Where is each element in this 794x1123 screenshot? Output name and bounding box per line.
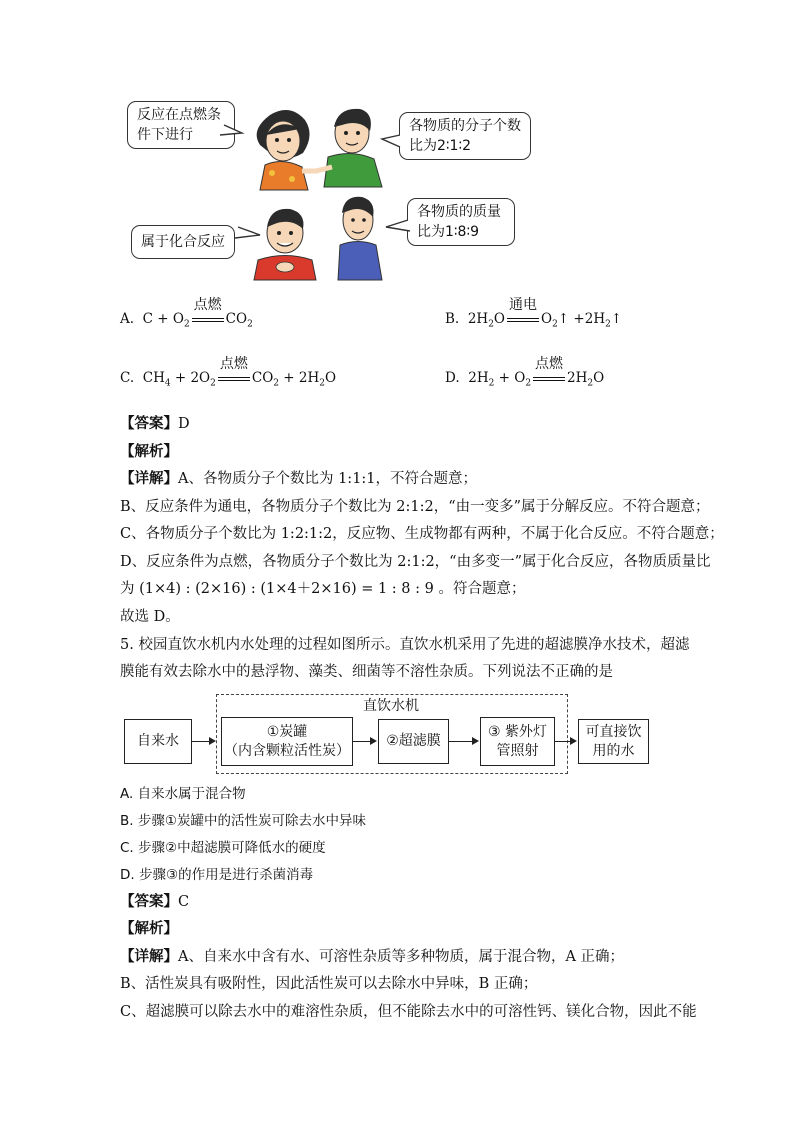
q4-detail-line-2: B、反应条件为通电，各物质分子个数比为 2:1:2，“由一变多”属于分解反应。不符合题意； (120, 499, 710, 515)
ultrafiltration-box: ②超滤膜 (378, 719, 449, 764)
q4-analysis-tag: 【解析】 (120, 443, 178, 460)
arrow-2 (353, 741, 375, 742)
boy-green-figure (316, 109, 382, 187)
option-c: C. $CH_4 + 2O_2$ 点燃 $CO_2 + 2H_2O$ (120, 356, 337, 389)
boy-red-figure (254, 209, 316, 280)
option-d: D. $2H_2 + O_2$ 点燃 $2H_2O$ (445, 356, 605, 389)
option-b: B. $2H_2O$ 通电 $O_2↑$ $+2H_2↑$ (445, 297, 623, 330)
option-a: A. $C + O_2$ 点燃 $CO_2$ (120, 297, 253, 330)
arrow-4 (555, 741, 575, 742)
q5-option-a: A. 自来水属于混合物 (120, 786, 246, 802)
q5-option-d: D. 步骤③的作用是进行杀菌消毒 (120, 867, 314, 883)
dispenser-title: 直饮水机 (363, 698, 419, 714)
carbon-tank-box: ①炭罐 （内含颗粒活性炭） (221, 717, 353, 766)
q4-detail-line-1: 【详解】A、各物质分子个数比为 1:1:1，不符合题意； (120, 470, 478, 487)
q5-detail-line-3: C、超滤膜可以除去水中的难溶性杂质，但不能除去水中的可溶性钙、镁化合物，因此不能 (120, 1004, 697, 1020)
speech-bubble-molecule-ratio: 各物质的分子个数比为2∶1∶2 (399, 112, 531, 160)
boy-blue-figure (338, 197, 382, 280)
q5-detail-line-1: 【详解】A、自来水中含有水、可溶性杂质等多种物质，属于混合物，A 正确； (120, 948, 625, 965)
q4-answer: 【答案】D (120, 415, 190, 432)
speech-bubble-conditions: 反应在点燃条件下进行 (127, 101, 235, 149)
q5-answer: 【答案】C (120, 893, 190, 910)
speech-bubble-mass-ratio: 各物质的质量比为1∶8∶9 (407, 198, 515, 246)
q5-option-b: B. 步骤①炭罐中的活性炭可除去水中异味 (120, 813, 366, 829)
q5-option-c: C. 步骤②中超滤膜可降低水的硬度 (120, 840, 326, 856)
q4-detail-line-5: 为 (1×4) : (2×16) : (1×4＋2×16) = 1 : 8 : 9 。符合题意； (120, 581, 526, 597)
arrow-1 (192, 741, 214, 742)
speech-bubble-combination: 属于化合反应 (131, 225, 235, 259)
drinkable-water-box: 可直接饮 用的水 (578, 719, 649, 764)
girl-figure (257, 110, 318, 190)
uv-lamp-box: ③ 紫外灯 管照射 (480, 717, 555, 766)
q4-detail-line-4: D、反应条件为点燃，各物质分子个数比为 2:1:2，“由多变一”属于化合反应，各物质质量比 (120, 554, 711, 570)
tap-water-box: 自来水 (124, 719, 192, 764)
q4-conclusion: 故选 D。 (120, 609, 180, 625)
q5-analysis-tag: 【解析】 (120, 920, 178, 937)
q5-detail-line-2: B、活性炭具有吸附性，因此活性炭可以去除水中异味，B 正确； (120, 976, 538, 992)
cartoon-characters (120, 95, 520, 285)
q5-stem-line-1: 5. 校园直饮水机内水处理的过程如图所示。直饮水机采用了先进的超滤膜净水技术，超滤 (120, 637, 690, 653)
q5-stem-line-2: 膜能有效去除水中的悬浮物、藻类、细菌等不溶性杂质。下列说法不正确的是 (120, 664, 613, 680)
q4-detail-line-3: C、各物质分子个数比为 1:2:1:2，反应物、生成物都有两种，不属于化合反应。不符合题意； (120, 526, 724, 542)
arrow-3 (449, 741, 477, 742)
